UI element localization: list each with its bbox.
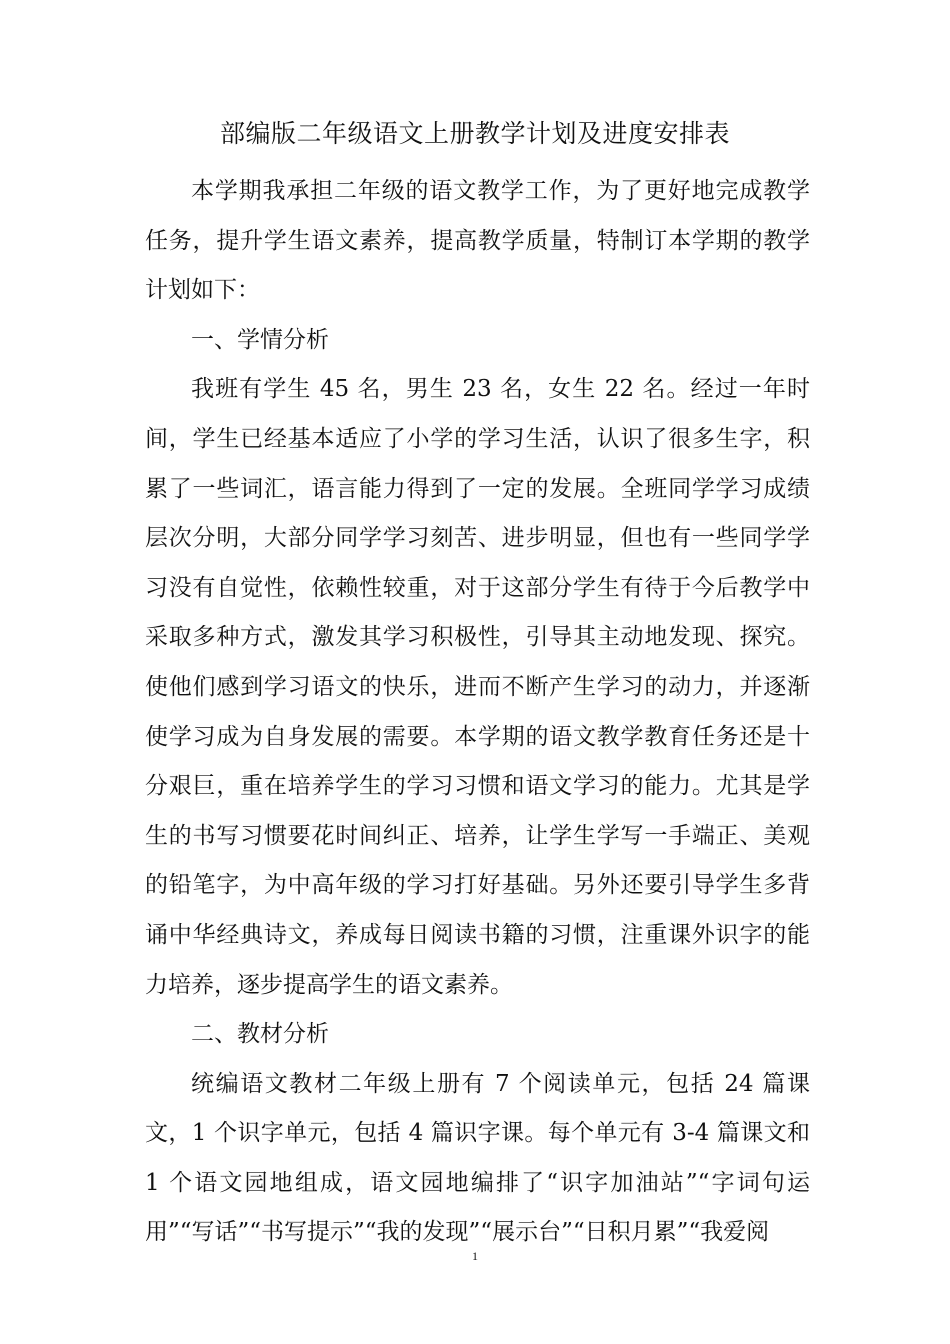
- document-title: 部编版二年级语文上册教学计划及进度安排表: [219, 119, 730, 148]
- intro-paragraph: 本学期我承担二年级的语文教学工作，为了更好地完成教学任务，提升学生语文素养，提高教学质量，特制订本学期的教学计划如下：: [145, 178, 810, 304]
- page-number: 1: [472, 1249, 478, 1263]
- section-heading-textbook-analysis: 二、教材分析: [191, 1021, 329, 1048]
- textbook-analysis-paragraph: 统编语文教材二年级上册有 7 个阅读单元，包括 24 篇课文，1 个识字单元，包括 4 篇识字课。每个单元有 3-4 篇课文和 1 个语文园地组成，语文园地编排了“识字加油站”“字词句运用”“写话”“书写提示”“我的发现”“展示台”“日积月累”“我爱阅: [145, 1070, 810, 1246]
- document-body: [145, 167, 810, 1258]
- section-heading-student-analysis: 一、学情分析: [191, 326, 329, 353]
- student-analysis-paragraph: 我班有学生 45 名，男生 23 名，女生 22 名。经过一年时间，学生已经基本适应了小学的学习生活，认识了很多生字，积累了一些词汇，语言能力得到了一定的发展。全班同学学习成绩层次分明，大部分同学学习刻苦、进步明显，但也有一些同学学习没有自觉性，依赖性较重，对于这部分学生有待于今后教学中采取多种方式，激发其学习积极性，引导其主动地发现、探究。使他们感到学习语文的快乐，进而不断产生学习的动力，并逐渐使学习成为自身发展的需要。本学期的语文教学教育任务还是十分艰巨，重在培养学生的学习习惯和语文学习的能力。尤其是学生的书写习惯要花时间纠正、培养，让学生学写一手端正、美观的铅笔字，为中高年级的学习打好基础。另外还要引导学生多背诵中华经典诗文，养成每日阅读书籍的习惯，注重课外识字的能力培养，逐步提高学生的语文素养。: [145, 376, 810, 998]
